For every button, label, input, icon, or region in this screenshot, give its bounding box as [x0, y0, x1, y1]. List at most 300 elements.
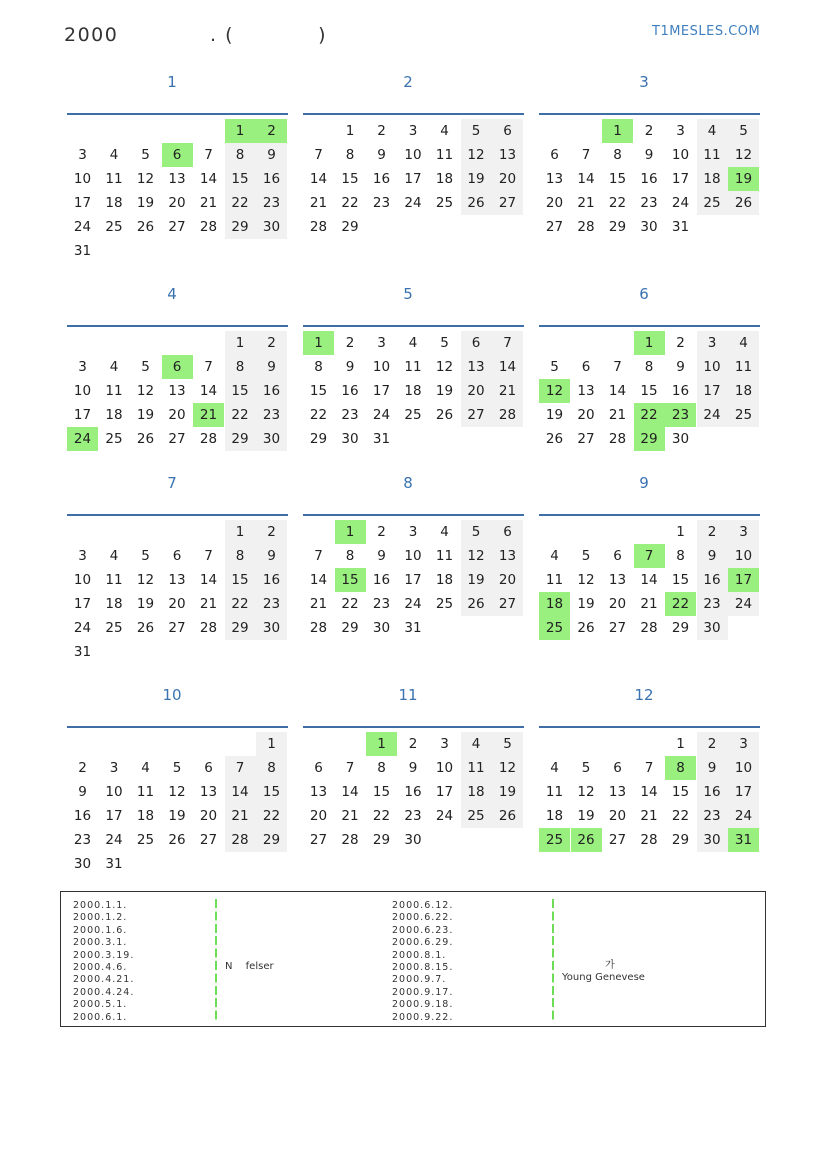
day-cell: 25: [697, 191, 728, 215]
day-cell: 29: [671, 832, 690, 848]
day-cell: 1: [676, 524, 685, 540]
day-cell: 19: [136, 195, 155, 211]
legend-date: 2000.9.18.: [392, 999, 454, 1011]
day-cell: 22: [671, 808, 690, 824]
day-cell: 5: [461, 520, 492, 544]
day-cell: 16: [256, 568, 287, 592]
day-cell: 10: [435, 760, 454, 776]
day-cell: 25: [404, 407, 422, 423]
month-title: 2: [403, 73, 413, 91]
day-cell: 14: [341, 784, 359, 800]
day-cell: 5: [550, 359, 559, 375]
month-block-3: [539, 73, 761, 263]
day-cell: 26: [461, 592, 492, 616]
month-block-7: [67, 474, 289, 664]
day-cell: 10: [105, 784, 123, 800]
holiday-day-cell: 1: [225, 119, 256, 143]
day-cell: 15: [671, 784, 690, 800]
legend-date: 2000.8.15.: [392, 962, 454, 974]
day-cell: 2: [256, 520, 287, 544]
day-cell: 8: [256, 756, 287, 780]
holiday-day-cell: 6: [162, 143, 193, 167]
month-block-10: [67, 686, 289, 876]
month-title: 7: [167, 474, 177, 492]
legend-date: 2000.3.19.: [73, 949, 135, 961]
day-cell: 24: [671, 195, 690, 211]
day-cell: 2: [697, 732, 728, 756]
month-title: 9: [639, 474, 649, 492]
day-cell: 26: [492, 804, 523, 828]
day-cell: 23: [372, 596, 391, 612]
day-cell: 23: [697, 592, 728, 616]
day-cell: 30: [640, 219, 658, 235]
day-cell: 27: [577, 431, 595, 447]
day-cell: 22: [309, 407, 328, 423]
day-cell: 8: [314, 359, 323, 375]
day-cell: 13: [577, 383, 595, 399]
day-cell: 7: [225, 756, 256, 780]
holiday-day-cell: 1: [303, 331, 334, 355]
day-cell: 14: [309, 572, 328, 588]
day-cell: 30: [73, 856, 92, 872]
day-cell: 13: [309, 784, 328, 800]
day-cell: 30: [256, 616, 287, 640]
day-cell: 13: [168, 572, 186, 588]
holiday-day-cell: 26: [571, 828, 602, 852]
legend-date: 2000.1.6.: [73, 924, 128, 936]
day-cell: 3: [440, 736, 449, 752]
day-cell: 13: [545, 171, 564, 187]
holiday-day-cell: 21: [193, 403, 224, 427]
day-cell: 3: [78, 359, 87, 375]
day-cell: 3: [728, 732, 759, 756]
day-cell: 20: [168, 195, 186, 211]
day-cell: 28: [199, 219, 218, 235]
month-block-12: [539, 686, 761, 876]
day-cell: 9: [408, 760, 418, 776]
day-cell: 20: [608, 808, 627, 824]
day-cell: 21: [577, 195, 595, 211]
day-cell: 25: [435, 195, 454, 211]
day-cell: 19: [492, 780, 523, 804]
month-block-5: [303, 285, 525, 475]
day-cell: 24: [372, 407, 391, 423]
day-cell: 7: [204, 548, 213, 564]
day-cell: 4: [461, 732, 492, 756]
day-cell: 19: [136, 407, 155, 423]
holiday-day-cell: 24: [67, 427, 98, 451]
day-cell: 4: [440, 123, 449, 139]
legend-left-marker: [215, 899, 217, 1023]
day-cell: 21: [640, 596, 658, 612]
day-cell: 8: [225, 544, 256, 568]
day-cell: 1: [256, 732, 287, 756]
legend-date: 2000.6.12.: [392, 900, 454, 911]
day-cell: 11: [105, 171, 123, 187]
day-cell: 26: [545, 431, 564, 447]
day-cell: 1: [676, 736, 685, 752]
legend-left-label: N felser: [225, 961, 274, 972]
month-block-6: [539, 285, 761, 475]
day-cell: 6: [314, 760, 323, 776]
day-cell: 18: [105, 195, 123, 211]
month-title: 6: [639, 285, 649, 303]
holiday-day-cell: 22: [634, 403, 665, 427]
day-cell: 22: [372, 808, 391, 824]
day-cell: 24: [404, 596, 422, 612]
day-cell: 7: [492, 331, 523, 355]
day-cell: 19: [577, 808, 595, 824]
day-cell: 30: [341, 431, 359, 447]
day-cell: 21: [199, 195, 218, 211]
day-cell: 17: [404, 572, 422, 588]
day-cell: 18: [105, 596, 123, 612]
day-cell: 14: [199, 572, 218, 588]
day-cell: 3: [676, 123, 685, 139]
day-cell: 23: [341, 407, 359, 423]
holiday-day-cell: 17: [728, 568, 759, 592]
day-cell: 15: [372, 784, 391, 800]
day-cell: 12: [136, 383, 155, 399]
day-cell: 17: [697, 379, 728, 403]
day-cell: 17: [73, 596, 92, 612]
month-title: 1: [167, 73, 177, 91]
day-cell: 11: [697, 143, 728, 167]
day-cell: 26: [461, 191, 492, 215]
day-cell: 12: [461, 143, 492, 167]
legend-date: 2000.9.22.: [392, 1011, 454, 1023]
month-rule: [303, 726, 524, 728]
holiday-day-cell: 6: [162, 355, 193, 379]
day-cell: 23: [640, 195, 658, 211]
day-cell: 8: [644, 359, 654, 375]
day-cell: 20: [168, 407, 186, 423]
day-cell: 4: [109, 359, 119, 375]
month-block-4: [67, 285, 289, 475]
day-cell: 29: [671, 620, 690, 636]
day-cell: 28: [225, 828, 256, 852]
day-cell: 12: [168, 784, 186, 800]
day-cell: 16: [404, 784, 422, 800]
day-cell: 18: [435, 171, 454, 187]
day-cell: 11: [435, 548, 454, 564]
day-cell: 15: [225, 379, 256, 403]
day-cell: 12: [577, 784, 595, 800]
month-block-9: [539, 474, 761, 664]
holiday-day-cell: 22: [665, 592, 696, 616]
day-cell: 20: [199, 808, 218, 824]
day-cell: 12: [461, 544, 492, 568]
day-cell: 20: [545, 195, 564, 211]
day-cell: 14: [577, 171, 595, 187]
day-cell: 30: [404, 832, 422, 848]
day-cell: 2: [345, 335, 355, 351]
day-cell: 6: [461, 331, 492, 355]
day-cell: 5: [461, 119, 492, 143]
day-cell: 18: [105, 407, 123, 423]
day-cell: 13: [608, 784, 627, 800]
day-cell: 29: [225, 427, 256, 451]
day-cell: 28: [309, 219, 328, 235]
day-cell: 13: [461, 355, 492, 379]
day-cell: 15: [341, 171, 359, 187]
day-cell: 10: [73, 171, 92, 187]
legend-right-label-2: Young Genevese: [562, 972, 645, 983]
day-cell: 24: [73, 219, 92, 235]
day-cell: 9: [256, 355, 287, 379]
day-cell: 24: [728, 592, 759, 616]
day-cell: 1: [345, 123, 355, 139]
day-cell: 17: [73, 407, 92, 423]
day-cell: 26: [577, 620, 595, 636]
day-cell: 3: [78, 147, 87, 163]
day-cell: 4: [109, 548, 119, 564]
day-cell: 2: [697, 520, 728, 544]
day-cell: 9: [256, 143, 287, 167]
day-cell: 26: [435, 407, 454, 423]
day-cell: 4: [408, 335, 418, 351]
day-cell: 11: [435, 147, 454, 163]
day-cell: 20: [492, 568, 523, 592]
day-cell: 9: [345, 359, 355, 375]
day-cell: 16: [640, 171, 658, 187]
month-title: 10: [162, 686, 182, 704]
day-cell: 10: [73, 572, 92, 588]
day-cell: 21: [309, 596, 328, 612]
day-cell: 18: [136, 808, 155, 824]
month-rule: [67, 726, 288, 728]
day-cell: 31: [372, 431, 391, 447]
day-cell: 26: [136, 431, 155, 447]
day-cell: 19: [435, 383, 454, 399]
day-cell: 22: [341, 596, 359, 612]
day-cell: 16: [341, 383, 359, 399]
day-cell: 23: [372, 195, 391, 211]
day-cell: 10: [728, 544, 759, 568]
legend-date: 2000.4.21.: [73, 974, 135, 986]
legend-right-label-1: 가: [605, 960, 615, 971]
month-rule: [67, 325, 288, 327]
day-cell: 19: [545, 407, 564, 423]
day-cell: 24: [728, 804, 759, 828]
day-cell: 13: [199, 784, 218, 800]
day-cell: 20: [492, 167, 523, 191]
holiday-day-cell: 25: [539, 828, 570, 852]
day-cell: 28: [199, 431, 218, 447]
legend-date: 2000.1.1.: [73, 900, 128, 911]
day-cell: 31: [404, 620, 422, 636]
day-cell: 7: [644, 760, 654, 776]
day-cell: 28: [577, 219, 595, 235]
day-cell: 21: [492, 379, 523, 403]
day-cell: 18: [435, 572, 454, 588]
day-cell: 13: [492, 143, 523, 167]
month-rule: [303, 325, 524, 327]
day-cell: 27: [608, 620, 627, 636]
day-cell: 28: [309, 620, 328, 636]
day-cell: 12: [136, 572, 155, 588]
day-cell: 8: [377, 760, 386, 776]
day-cell: 25: [728, 403, 759, 427]
legend-right-marker: [552, 899, 554, 1023]
day-cell: 3: [408, 123, 418, 139]
day-cell: 31: [671, 219, 690, 235]
day-cell: 25: [105, 219, 123, 235]
legend-left-dates: [73, 900, 134, 1024]
day-cell: 25: [105, 431, 123, 447]
day-cell: 29: [225, 616, 256, 640]
day-cell: 29: [608, 219, 627, 235]
month-title: 5: [403, 285, 413, 303]
day-cell: 13: [168, 171, 186, 187]
day-cell: 16: [73, 808, 92, 824]
day-cell: 25: [105, 620, 123, 636]
day-cell: 14: [640, 572, 658, 588]
legend-date: 2000.4.24.: [73, 986, 135, 998]
holiday-day-cell: 15: [335, 568, 366, 592]
day-cell: 8: [613, 147, 622, 163]
day-cell: 2: [377, 123, 386, 139]
day-cell: 17: [105, 808, 123, 824]
day-cell: 9: [697, 544, 728, 568]
day-cell: 17: [671, 171, 690, 187]
month-title: 3: [639, 73, 649, 91]
day-cell: 8: [225, 355, 256, 379]
day-cell: 17: [404, 171, 422, 187]
day-cell: 5: [440, 335, 449, 351]
holiday-day-cell: 2: [256, 119, 287, 143]
day-cell: 9: [377, 548, 386, 564]
day-cell: 20: [608, 596, 627, 612]
day-cell: 23: [256, 191, 287, 215]
day-cell: 18: [545, 808, 564, 824]
day-cell: 6: [204, 760, 213, 776]
day-cell: 16: [697, 780, 728, 804]
day-cell: 14: [225, 780, 256, 804]
holiday-day-cell: 31: [728, 828, 759, 852]
day-cell: 8: [676, 548, 685, 564]
day-cell: 27: [199, 832, 218, 848]
day-cell: 6: [492, 119, 523, 143]
day-cell: 12: [492, 756, 523, 780]
day-cell: 5: [141, 359, 150, 375]
day-cell: 22: [256, 804, 287, 828]
day-cell: 3: [408, 524, 418, 540]
legend-date: 2000.6.22.: [392, 912, 454, 924]
legend-date: 2000.9.17.: [392, 986, 454, 998]
day-cell: 13: [168, 383, 186, 399]
day-cell: 24: [105, 832, 123, 848]
day-cell: 3: [377, 335, 386, 351]
day-cell: 2: [78, 760, 87, 776]
day-cell: 27: [168, 431, 186, 447]
day-cell: 9: [644, 147, 654, 163]
day-cell: 4: [141, 760, 150, 776]
legend-date: 2000.6.23.: [392, 924, 454, 936]
day-cell: 7: [314, 548, 323, 564]
holiday-day-cell: 1: [366, 732, 397, 756]
day-cell: 12: [435, 359, 454, 375]
legend-right-dates: [392, 900, 453, 1024]
day-cell: 26: [136, 219, 155, 235]
day-cell: 4: [728, 331, 759, 355]
day-cell: 29: [372, 832, 391, 848]
day-cell: 21: [199, 596, 218, 612]
day-cell: 10: [671, 147, 690, 163]
month-rule: [539, 325, 760, 327]
day-cell: 3: [78, 548, 87, 564]
day-cell: 22: [341, 195, 359, 211]
day-cell: 9: [78, 784, 87, 800]
day-cell: 15: [608, 171, 627, 187]
month-rule: [67, 113, 288, 115]
day-cell: 27: [168, 219, 186, 235]
holiday-day-cell: 8: [665, 756, 696, 780]
day-cell: 20: [461, 379, 492, 403]
day-cell: 17: [435, 784, 454, 800]
day-cell: 5: [581, 760, 591, 776]
day-cell: 18: [728, 379, 759, 403]
day-cell: 23: [697, 804, 728, 828]
month-rule: [303, 113, 524, 115]
day-cell: 30: [697, 828, 728, 852]
day-cell: 22: [225, 403, 256, 427]
day-cell: 13: [608, 572, 627, 588]
holiday-day-cell: 1: [335, 520, 366, 544]
day-cell: 10: [73, 383, 92, 399]
day-cell: 31: [73, 243, 92, 259]
day-cell: 19: [461, 568, 492, 592]
day-cell: 24: [697, 403, 728, 427]
day-cell: 22: [225, 191, 256, 215]
month-block-8: [303, 474, 525, 664]
holiday-day-cell: 7: [634, 544, 665, 568]
day-cell: 12: [136, 171, 155, 187]
day-cell: 21: [341, 808, 359, 824]
holiday-day-cell: 23: [665, 403, 696, 427]
month-rule: [539, 726, 760, 728]
day-cell: 14: [199, 171, 218, 187]
day-cell: 8: [225, 143, 256, 167]
day-cell: 21: [225, 804, 256, 828]
legend-date: 2000.6.1.: [73, 1011, 128, 1023]
day-cell: 16: [256, 167, 287, 191]
day-cell: 29: [309, 431, 328, 447]
site-logo[interactable]: T1MESLES.COM: [652, 24, 761, 39]
day-cell: 26: [136, 620, 155, 636]
day-cell: 16: [256, 379, 287, 403]
day-cell: 2: [644, 123, 654, 139]
day-cell: 16: [372, 572, 391, 588]
day-cell: 29: [256, 828, 287, 852]
day-cell: 24: [404, 195, 422, 211]
day-cell: 10: [697, 355, 728, 379]
month-block-1: [67, 73, 289, 263]
day-cell: 7: [613, 359, 622, 375]
day-cell: 27: [545, 219, 564, 235]
month-title: 11: [398, 686, 418, 704]
day-cell: 12: [728, 143, 759, 167]
day-cell: 11: [105, 383, 123, 399]
day-cell: 31: [73, 644, 92, 660]
day-cell: 28: [199, 620, 218, 636]
day-cell: 28: [608, 431, 627, 447]
day-cell: 7: [204, 147, 213, 163]
month-title: 12: [634, 686, 654, 704]
day-cell: 18: [461, 780, 492, 804]
day-cell: 27: [461, 403, 492, 427]
holiday-day-cell: 19: [728, 167, 759, 191]
